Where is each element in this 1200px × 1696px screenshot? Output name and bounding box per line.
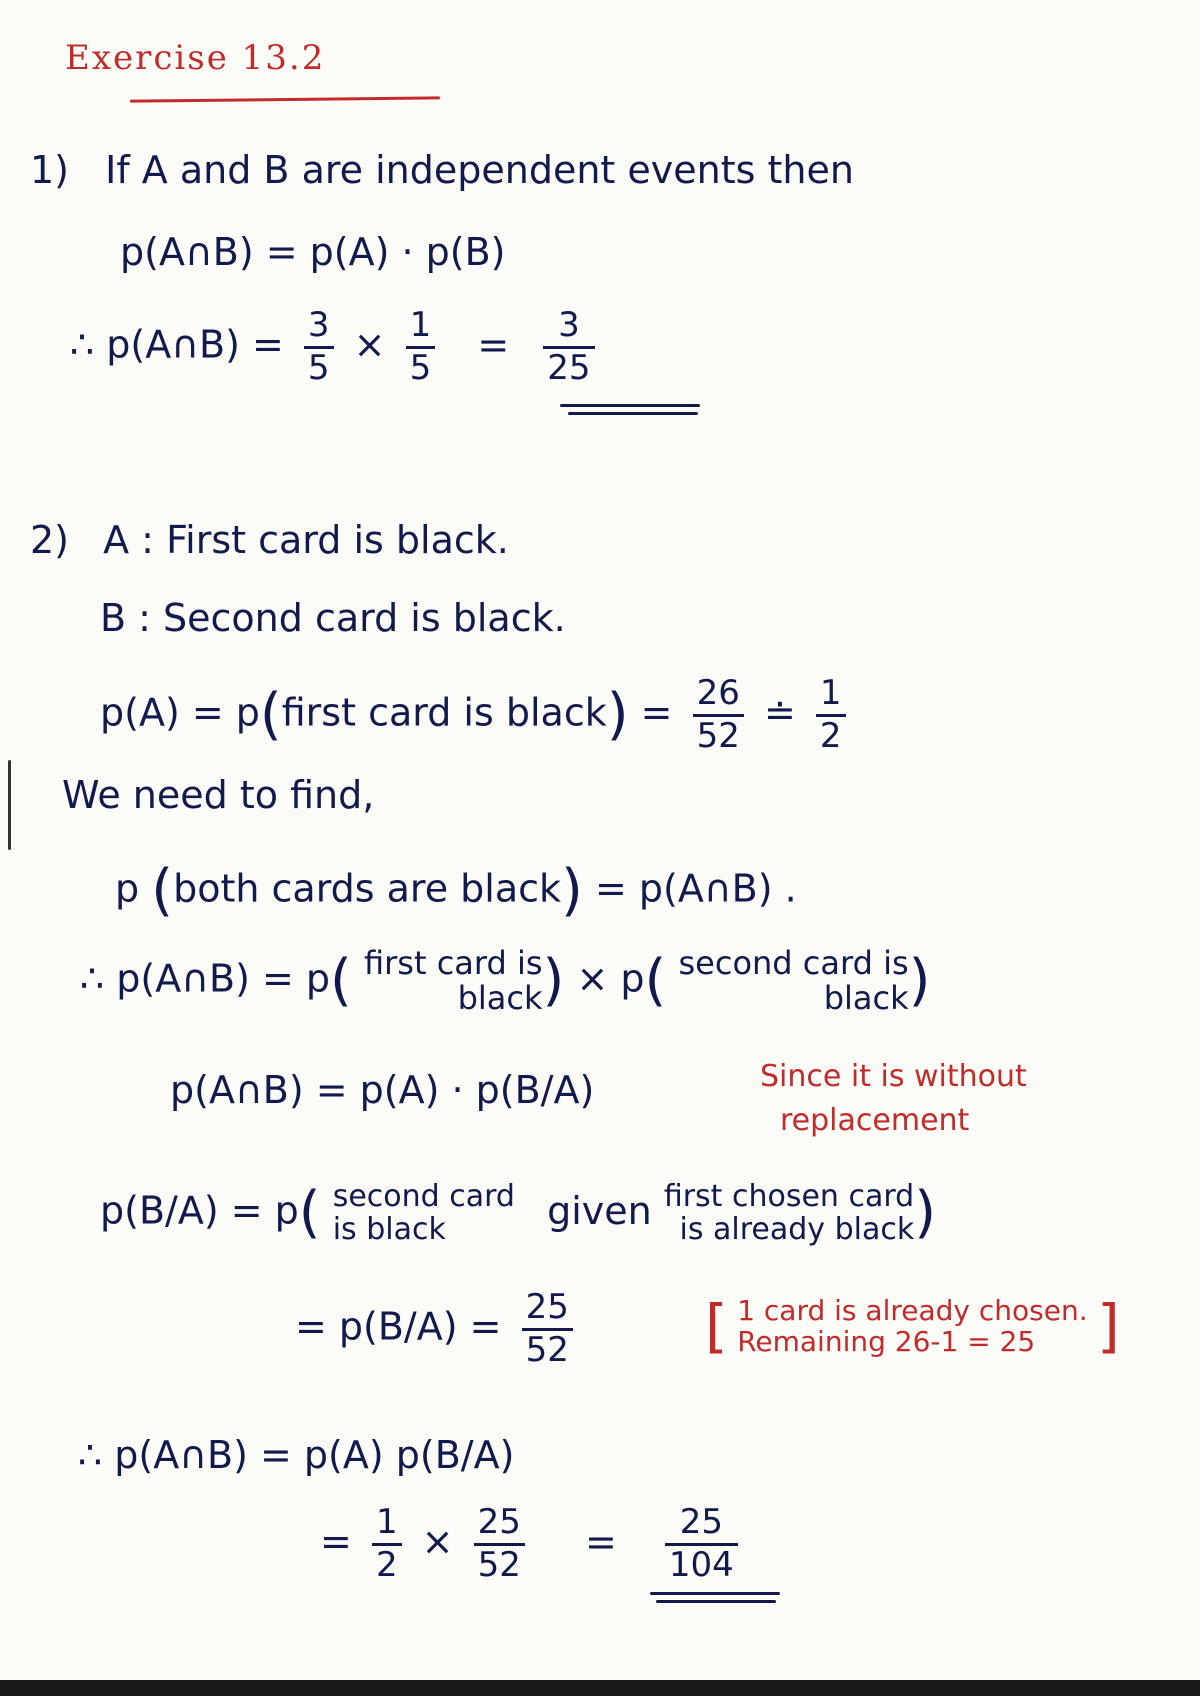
q2-both-inner: both cards are black <box>173 866 562 911</box>
open-paren: ( <box>259 681 282 747</box>
open-paren: ( <box>151 858 174 923</box>
open-paren: ( <box>298 1179 321 1245</box>
heading-underline <box>130 96 440 102</box>
q1-calc-prefix: ∴ p(A∩B) = <box>70 322 284 367</box>
q2-final-times: × <box>421 1519 454 1564</box>
close-paren: ) <box>542 947 565 1013</box>
close-paren: ) <box>914 1179 937 1245</box>
exercise-heading: Exercise 13.2 <box>65 38 326 78</box>
q2-final-f1-numerator: 1 <box>375 1502 398 1542</box>
q2-pa-eq: = <box>640 690 673 735</box>
q2-pa2-fraction <box>816 673 846 756</box>
q2-final-calc <box>320 1502 746 1585</box>
q2-pa-denominator: 52 <box>696 715 740 756</box>
q1-statement-line <box>30 150 854 192</box>
q2-need: We need to find, <box>62 773 375 817</box>
close-paren: ) <box>606 681 629 747</box>
q1-result-numerator: 3 <box>558 305 580 345</box>
open-bracket: [ <box>705 1292 728 1360</box>
q2-bracket-note <box>705 1292 1120 1360</box>
q2-pa-line <box>100 673 854 756</box>
q2-bracket-text <box>737 1296 1087 1358</box>
q2-final-fraction-2 <box>474 1502 525 1585</box>
q2-pba-first <box>333 1180 515 1246</box>
close-paren: ) <box>908 947 931 1013</box>
q2-note-since: Since it is without <box>760 1059 1027 1094</box>
q2-pa-fraction <box>693 673 744 756</box>
q2-expand-second-bottom: black <box>823 979 909 1018</box>
q2-pba-given: given <box>547 1188 652 1233</box>
q2-pba2-numerator: 25 <box>525 1287 569 1327</box>
q2-final-f2-numerator: 25 <box>477 1502 521 1542</box>
q2-def-b: B : Second card is black. <box>100 596 566 640</box>
q2-pba-second <box>664 1180 914 1246</box>
close-bracket: ] <box>1097 1292 1120 1360</box>
q1-fraction-1 <box>304 305 334 388</box>
q2-pa2-denominator: 2 <box>819 715 842 756</box>
q2-pba2-line <box>295 1287 581 1370</box>
q2-expand-first-top: first card is <box>363 944 543 982</box>
q2-bracket-line1: 1 card is already chosen. <box>737 1294 1088 1328</box>
q2-final-result-numerator: 25 <box>679 1502 723 1542</box>
q2-pa-prefix: p(A) = p <box>100 690 260 735</box>
q1-equals: = <box>477 322 510 367</box>
q1-number: 1) <box>30 148 70 192</box>
q2-final-fraction-1 <box>372 1502 402 1585</box>
open-paren: ( <box>330 947 352 1013</box>
q2-pba-first-bottom: is black <box>332 1212 446 1247</box>
q1-fraction-2 <box>406 305 436 388</box>
q2-number: 2) <box>30 518 70 562</box>
q1-f2-denominator: 5 <box>409 347 432 388</box>
q2-both-right: = p(A∩B) . <box>595 866 797 911</box>
q2-final-eq: = <box>320 1519 352 1564</box>
q2-expand-line <box>80 946 930 1016</box>
q2-pba-first-top: second card <box>332 1179 515 1214</box>
q1-formula: p(A∩B) = p(A) · p(B) <box>120 230 506 274</box>
q2-bracket-line2: Remaining 26-1 = 25 <box>737 1324 1036 1358</box>
q1-times: × <box>353 322 386 367</box>
q1-result-denominator: 25 <box>547 347 591 388</box>
page-edge-mark <box>8 760 11 850</box>
q2-expand-first-bottom: black <box>457 979 543 1018</box>
close-paren: ) <box>561 858 583 923</box>
open-paren: ( <box>644 947 667 1013</box>
q2-expand-second-top: second card is <box>678 944 909 982</box>
scan-bottom-edge <box>0 1680 1200 1696</box>
q1-calculation <box>70 305 603 388</box>
q2-note-replacement: replacement <box>780 1103 970 1138</box>
q2-expand-times: × p <box>576 956 645 1001</box>
q2-pba-prefix: p(B/A) = p <box>100 1188 299 1233</box>
q2-expand-prefix: ∴ p(A∩B) = p <box>80 956 331 1001</box>
q2-answer-underline <box>650 1592 780 1595</box>
q1-statement: If A and B are independent events then <box>105 148 854 192</box>
q2-final-eq2: = <box>584 1519 617 1564</box>
q2-def-a: A : First card is black. <box>103 518 509 562</box>
q1-answer-underline <box>560 404 700 407</box>
q2-pa-numerator: 26 <box>696 673 740 713</box>
q2-both-line <box>115 858 797 923</box>
q2-pa-approx: ≐ <box>763 690 796 735</box>
q2-final-f1-denominator: 2 <box>375 1544 398 1585</box>
q2-pba-second-top: first chosen card <box>663 1179 915 1214</box>
q2-answer-underline-2 <box>656 1600 776 1603</box>
q1-f1-numerator: 3 <box>307 305 330 345</box>
q1-result-fraction <box>543 305 594 388</box>
q1-f2-numerator: 1 <box>409 305 432 345</box>
q2-def-a-line <box>30 520 509 562</box>
q2-pa2-numerator: 1 <box>819 673 842 713</box>
q2-final-formula: ∴ p(A∩B) = p(A) p(B/A) <box>78 1433 515 1477</box>
q2-final-f2-denominator: 52 <box>477 1544 521 1585</box>
q2-final-result-denominator: 104 <box>668 1544 734 1585</box>
q2-pba-line <box>100 1180 936 1246</box>
q2-pba2-fraction <box>522 1287 573 1370</box>
q2-both-left: p <box>115 866 140 911</box>
q1-f1-denominator: 5 <box>307 347 330 388</box>
q2-expand-first <box>364 946 543 1016</box>
q2-expand-second <box>678 946 908 1016</box>
q2-final-result-fraction <box>665 1502 738 1585</box>
q1-answer-underline-2 <box>568 412 698 415</box>
q2-cond-formula: p(A∩B) = p(A) · p(B/A) <box>170 1068 595 1112</box>
q2-pba2-denominator: 52 <box>525 1329 569 1370</box>
q2-pba-second-bottom: is already black <box>679 1212 915 1247</box>
q2-pa-inner: first card is black <box>281 690 607 735</box>
q2-pba2-prefix: = p(B/A) = <box>295 1304 502 1349</box>
